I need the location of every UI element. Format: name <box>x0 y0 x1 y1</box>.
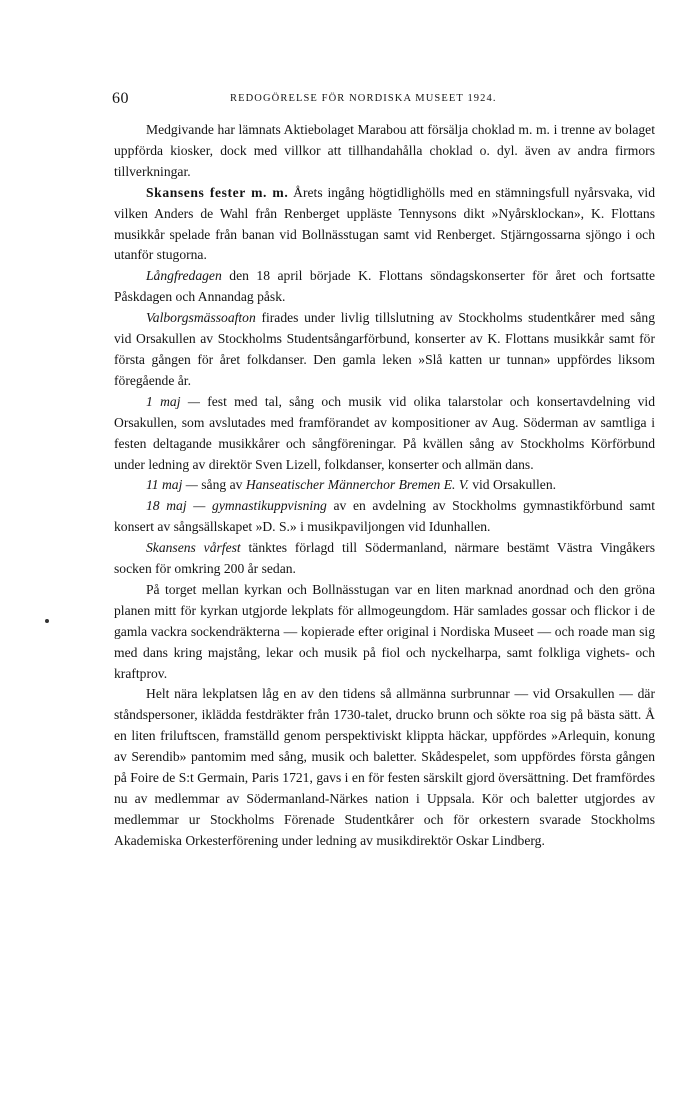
paragraph-text: den 18 april började K. Flottans söndagskonserter för året och fortsatte Påskdagen och Annandag påsk. <box>114 268 655 305</box>
paragraph-valborg <box>114 308 655 392</box>
event-title: 18 maj — gymnastikuppvisning <box>146 498 327 514</box>
event-title: Valborgsmässoafton <box>146 310 256 326</box>
paragraph-surbrunn <box>114 684 655 851</box>
paragraph-skansens-fester <box>114 183 655 267</box>
paragraph-text: Medgivande har lämnats Aktiebolaget Marabou att försälja choklad m. m. i trenne av bolaget uppförda kiosker, dock med villkor att tillhandahålla choklad o. dyl. även av andra firmors tillverkningar. <box>114 122 655 179</box>
margin-mark <box>45 619 49 623</box>
paragraph-text: av en avdelning av Stockholms gymnastikförbund samt konsert av sångsällskapet »D. S.» i musikpaviljongen vid Idunhallen. <box>114 498 656 535</box>
paragraph-varfest <box>114 538 655 580</box>
event-title: 1 maj — <box>146 393 200 409</box>
paragraph-text: firades under livlig tillslutning av Stockholms studentkårer med sång vid Orsakullen av Stockholms Studentsångarförbund, konserter av K. Flottans musikkår samt för första gången för året folkdanser. Den gamla leken »Slå katten ur tunnan» uppfördes liksom föregående år. <box>114 310 655 388</box>
body-text <box>114 120 655 852</box>
paragraph-text: Årets ingång högtidlighölls med en stämningsfull nyårsvaka, vid vilken Anders de Wahl från Renberget uppläste Tennysons dikt »Nyårsklockan», K. Flottans musikkår spelade från banan vid Bollnässtugan samt vid Renberget. Stjärngossarna sjöngo i och utanför stugorna. <box>114 184 655 263</box>
paragraph-text: På torget mellan kyrkan och Bollnässtugan var en liten marknad anordnad och den gröna planen mitt för kyrkan utgjorde lekplats för allmogeungdom. Här samlades gossar och flickor i de gamla vackra sockendräkterna — kopierade efter original i Nordiska Museet — och roade man sig med dans kring majstång, lekar och musik på fiol och nyckelharpa, samt folkliga vighets- och kraftprov. <box>114 581 655 681</box>
section-heading: Skansens fester m. m. <box>146 184 289 200</box>
event-title: Långfredagen <box>146 268 222 284</box>
paragraph-langfredagen <box>114 266 655 308</box>
page-number: 60 <box>112 90 129 107</box>
paragraph-text: vid Orsakullen. <box>468 477 557 493</box>
paragraph-torget <box>114 580 655 685</box>
event-title: 11 maj — <box>146 477 198 493</box>
paragraph-1-maj <box>114 392 655 476</box>
paragraph-text: fest med tal, sång och musik vid olika talarstolar och konsertavdelning vid Orsakullen, som avslutades med framförandet av kompositioner av Aug. Söderman av samtliga i festen deltagande musikkårer och sångföreningar. På kvällen sång av Stockholms Körförbund under ledning av direktör Sven Lizell, folkdanser, konserter och allmän dans. <box>114 393 655 472</box>
running-head: REDOGÖRELSE FÖR NORDISKA MUSEET 1924. <box>230 93 497 104</box>
paragraph-text: sång av <box>197 477 246 493</box>
paragraph-18-maj <box>114 496 655 538</box>
event-title: Skansens vårfest <box>146 540 241 556</box>
choir-name: Hanseatischer Männerchor Bremen E. V. <box>245 477 469 493</box>
paragraph-text: Helt nära lekplatsen låg en av den tidens så allmänna surbrunnar — vid Orsakullen — där ståndspersoner, iklädda festdräkter från 1730-talet, drucko brunn och sökte roa sig på bästa sätt. Å en liten friluftscen, framställd genom perspektiviskt klippta häckar, uppfördes »Arlequin, konung av Serendib» pantomim med sång, musik och baletter. Skådespelet, som uppfördes första gången på Foire de S:t Germain, Paris 1721, gavs i en för festen särskilt gjord översättning. Det framfördes nu av medlemmar av Södermanland-Närkes nation i Uppsala. Kör och baletter utgjordes av medlemmar ur Stockholms Förenade Studentkårer och för orkestern svarade Stockholms Akademiska Orkesterförening under ledning av musikdirektör Oskar Lindberg. <box>114 686 655 848</box>
paragraph-marabou <box>114 120 655 183</box>
paragraph-11-maj <box>114 475 655 496</box>
paragraph-text: tänktes förlagd till Södermanland, närmare bestämt Västra Vingåkers socken för omkring 200 år sedan. <box>114 540 655 577</box>
